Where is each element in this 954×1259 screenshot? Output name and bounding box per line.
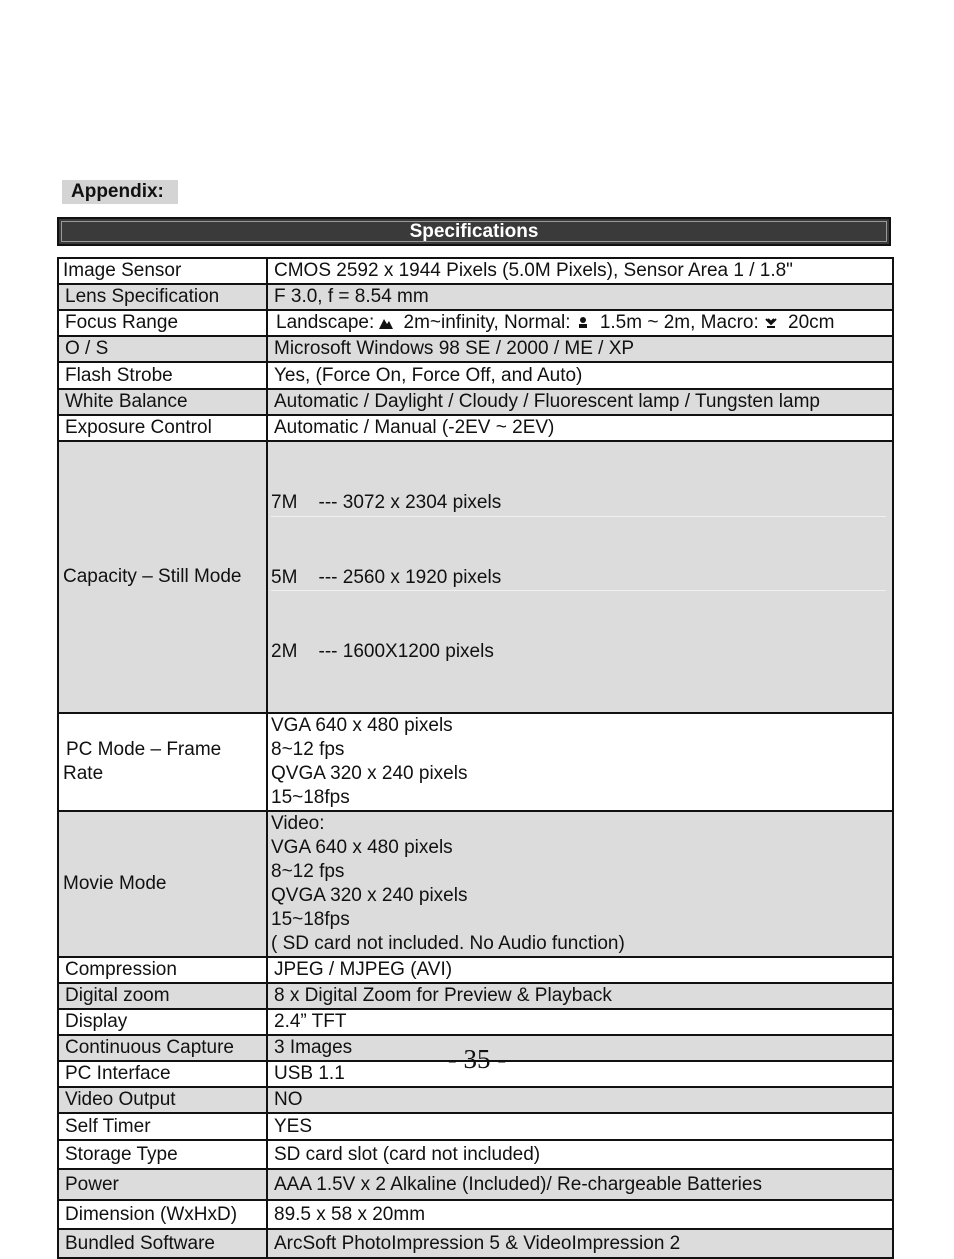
pc-mode-label-line: PC Mode – Frame xyxy=(66,739,222,760)
spec-label: White Balance xyxy=(58,389,267,415)
frame-rate-line xyxy=(271,714,886,762)
table-row xyxy=(58,1200,893,1229)
flower-icon xyxy=(763,316,779,330)
table-row xyxy=(58,1229,893,1258)
spec-label: Capacity – Still Mode xyxy=(58,441,267,713)
spec-value: JPEG / MJPEG (AVI) xyxy=(267,957,893,983)
spec-label: Video Output xyxy=(58,1087,267,1113)
spec-label: Bundled Software xyxy=(58,1229,267,1258)
resolution-text: QVGA 320 x 240 pixels xyxy=(271,763,468,784)
spec-value: AAA 1.5V x 2 Alkaline (Included)/ Re-chargeable Batteries xyxy=(267,1169,893,1200)
spec-label: Digital zoom xyxy=(58,983,267,1009)
capacity-line: 7M --- 3072 x 2304 pixels xyxy=(271,490,886,517)
table-row xyxy=(58,415,893,441)
table-row xyxy=(58,389,893,415)
spec-value: CMOS 2592 x 1944 Pixels (5.0M Pixels), Sensor Area 1 / 1.8" xyxy=(267,258,893,284)
spec-label: Focus Range xyxy=(58,310,267,336)
table-row xyxy=(58,713,893,811)
spec-label: Self Timer xyxy=(58,1113,267,1140)
frame-rate-line xyxy=(271,836,886,884)
spec-label: Exposure Control xyxy=(58,415,267,441)
fps-text: 15~18fps xyxy=(271,909,350,930)
movie-note: ( SD card not included. No Audio function) xyxy=(271,933,625,954)
focus-normal-value: 1.5m ~ 2m, Macro: xyxy=(599,312,759,333)
specifications-table xyxy=(57,257,894,1259)
spec-value xyxy=(267,441,893,713)
page-number: - 35 - xyxy=(447,1044,507,1074)
specifications-title: Specifications xyxy=(57,217,891,246)
spec-value: 2.4” TFT xyxy=(267,1009,893,1035)
table-row xyxy=(58,1113,893,1140)
frame-rate-line xyxy=(271,884,886,932)
spec-value: Automatic / Manual (-2EV ~ 2EV) xyxy=(267,415,893,441)
appendix-heading: Appendix: xyxy=(62,180,178,204)
spec-label: O / S xyxy=(58,336,267,362)
table-row xyxy=(58,811,893,957)
spec-label: Storage Type xyxy=(58,1140,267,1169)
fps-text: 15~18fps xyxy=(271,787,350,808)
mountain-icon xyxy=(378,316,394,330)
spec-label: Compression xyxy=(58,957,267,983)
spec-value: Automatic / Daylight / Cloudy / Fluorescent lamp / Tungsten lamp xyxy=(267,389,893,415)
spec-value xyxy=(267,310,893,336)
spec-value: 3 Images xyxy=(267,1035,893,1061)
fps-text: 8~12 fps xyxy=(271,739,345,760)
spec-value xyxy=(267,713,893,811)
table-row xyxy=(58,1087,893,1113)
focus-macro-value: 20cm xyxy=(788,312,835,333)
spec-label xyxy=(58,713,267,811)
spec-label: Lens Specification xyxy=(58,284,267,310)
spec-label: Display xyxy=(58,1009,267,1035)
table-row xyxy=(58,983,893,1009)
movie-line: Video: xyxy=(271,813,325,834)
table-row xyxy=(58,441,893,713)
capacity-line: 5M --- 2560 x 1920 pixels xyxy=(271,565,886,591)
spec-value: F 3.0, f = 8.54 mm xyxy=(267,284,893,310)
spec-label: Image Sensor xyxy=(58,258,267,284)
table-row xyxy=(58,957,893,983)
table-row xyxy=(58,310,893,336)
spec-value: SD card slot (card not included) xyxy=(267,1140,893,1169)
table-row xyxy=(58,1169,893,1200)
focus-landscape-label: Landscape: xyxy=(276,312,375,333)
table-row xyxy=(58,284,893,310)
fps-text: 8~12 fps xyxy=(271,861,345,882)
table-row xyxy=(58,1140,893,1169)
table-row xyxy=(58,362,893,389)
resolution-text: VGA 640 x 480 pixels xyxy=(271,715,453,736)
resolution-text: QVGA 320 x 240 pixels xyxy=(271,885,468,906)
spec-label: Movie Mode xyxy=(58,811,267,957)
spec-value: NO xyxy=(267,1087,893,1113)
resolution-text: VGA 640 x 480 pixels xyxy=(271,837,453,858)
spec-value: 89.5 x 58 x 20mm xyxy=(267,1200,893,1229)
frame-rate-line xyxy=(271,762,886,810)
spec-label: Dimension (WxHxD) xyxy=(58,1200,267,1229)
table-row xyxy=(58,1009,893,1035)
table-row xyxy=(58,258,893,284)
person-icon xyxy=(575,316,591,330)
spec-value: USB 1.1 xyxy=(267,1061,893,1087)
table-row xyxy=(58,336,893,362)
spec-value: YES xyxy=(267,1113,893,1140)
spec-value: 8 x Digital Zoom for Preview & Playback xyxy=(267,983,893,1009)
spec-label: Flash Strobe xyxy=(58,362,267,389)
capacity-line: 2M --- 1600X1200 pixels xyxy=(271,641,494,662)
spec-label: Power xyxy=(58,1169,267,1200)
spec-label: Continuous Capture xyxy=(58,1035,267,1061)
focus-landscape-value: 2m~infinity, Normal: xyxy=(403,312,571,333)
pc-mode-label-line: Rate xyxy=(63,763,104,784)
spec-label: PC Interface xyxy=(58,1061,267,1087)
spec-value: Yes, (Force On, Force Off, and Auto) xyxy=(267,362,893,389)
spec-value: ArcSoft PhotoImpression 5 & VideoImpression 2 xyxy=(267,1229,893,1258)
spec-value xyxy=(267,811,893,957)
spec-value: Microsoft Windows 98 SE / 2000 / ME / XP xyxy=(267,336,893,362)
